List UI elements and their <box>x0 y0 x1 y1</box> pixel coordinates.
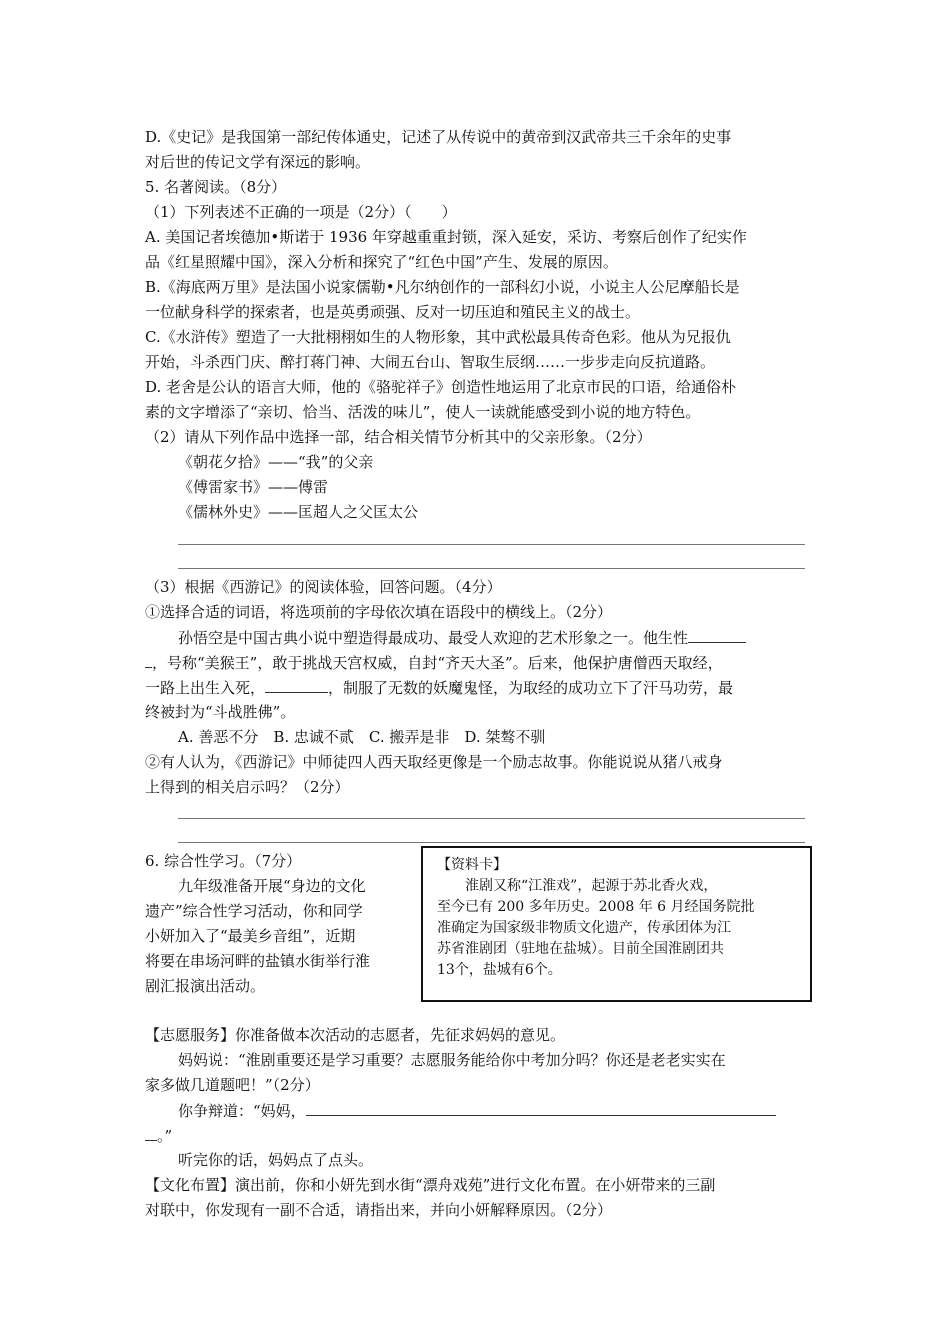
answer-line[interactable] <box>178 568 805 569</box>
fill-blank-2[interactable] <box>265 677 328 693</box>
question-6-intro-line2: 遗产”综合性学习活动，你和同学 <box>145 902 363 920</box>
reply-line2 <box>145 1125 172 1146</box>
fill-blank-1-continued[interactable] <box>145 652 152 668</box>
mother-quote-line1: 妈妈说：“淮剧重要还是学习重要？志愿服务能给你中考加分吗？你还是老老实实在 <box>178 1051 726 1069</box>
info-card-line: 准确定为国家级非物质文化遗产，传承团体为江 <box>437 920 731 936</box>
work-option-2: 《傅雷家书》——傅雷 <box>178 478 329 496</box>
info-card-line: 至今已有 200 多年历史。2008 年 6 月经国务院批 <box>437 899 755 915</box>
question-5-1-option-c-line1: C.《水浒传》塑造了一大批栩栩如生的人物形象，其中武松最具传奇色彩。他从为兄报仇 <box>145 328 731 346</box>
word-options: A. 善恶不分 B. 忠诚不贰 C. 搬弄是非 D. 桀骜不驯 <box>178 728 546 746</box>
question-6-intro-line4: 将要在串场河畔的盐镇水街举行淮 <box>145 952 371 970</box>
culture-section-line2: 对联中，你发现有一副不合适，请指出来，并向小妍解释原因。（2分） <box>145 1201 613 1219</box>
question-6-intro-line1: 九年级准备开展“身边的文化 <box>178 877 366 895</box>
info-card-line: 苏省淮剧团（驻地在盐城）。目前全国淮剧团共 <box>437 941 724 957</box>
passage-text: ，制服了无数的妖魔鬼怪，为取经的成功立下了汗马功劳，最 <box>328 679 734 697</box>
question-5-title: 5. 名著阅读。（8分） <box>145 178 287 196</box>
passage-text: 孙悟空是中国古典小说中塑造得最成功、最受人欢迎的艺术形象之一。他生性 <box>178 629 689 647</box>
question-5-1-option-d-line1: D. 老舍是公认的语言大师，他的《骆驼祥子》创造性地运用了北京市民的口语，给通俗朴 <box>145 378 737 396</box>
passage-line2 <box>145 652 723 673</box>
work-option-3: 《儒林外史》——匡超人之父匡太公 <box>178 503 419 521</box>
info-card-line: 淮剧又称“江淮戏”，起源于苏北香火戏， <box>465 878 718 894</box>
passage-line3 <box>145 677 733 698</box>
answer-line[interactable] <box>178 842 805 843</box>
question-5-1-option-b-line2: 一位献身科学的探索者，也是英勇顽强、反对一切压迫和殖民主义的战士。 <box>145 303 641 321</box>
question-5-1-option-b-line1: B.《海底两万里》是法国小说家儒勒•凡尔纳创作的一部科幻小说，小说主人公尼摩船长是 <box>145 278 740 296</box>
reply-close-quote: 。” <box>157 1127 173 1145</box>
question-5-2-stem: （2）请从下列作品中选择一部，结合相关情节分析其中的父亲形象。（2分） <box>145 428 652 446</box>
question-5-1-stem: （1）下列表述不正确的一项是（2分）（ ） <box>145 203 457 221</box>
passage-text: 一路上出生入死， <box>145 679 266 697</box>
work-option-1: 《朝花夕拾》——“我”的父亲 <box>178 453 374 471</box>
question-6-intro-line3: 小妍加入了“最美乡音组”，近期 <box>145 927 356 945</box>
volunteer-section-intro: 【志愿服务】你准备做本次活动的志愿者，先征求妈妈的意见。 <box>145 1026 566 1044</box>
passage-line4: 终被封为“斗战胜佛”。 <box>145 703 296 721</box>
answer-line[interactable] <box>178 544 805 545</box>
question-5-3-2-line1: ②有人认为，《西游记》中师徒四人西天取经更像是一个励志故事。你能说说从猪八戒身 <box>145 753 723 771</box>
reply-answer-blank-continued[interactable] <box>145 1125 157 1141</box>
option-d-shiji-line1: D.《史记》是我国第一部纪传体通史，记述了从传说中的黄帝到汉武帝共三千余年的史事 <box>145 128 732 146</box>
option-d-shiji-line2: 对后世的传记文学有深远的影响。 <box>145 153 371 171</box>
question-5-3-stem: （3）根据《西游记》的阅读体验，回答问题。（4分） <box>145 578 502 596</box>
question-5-1-option-a-line1: A. 美国记者埃德加•斯诺于 1936 年穿越重重封锁，深入延安，采访、考察后创作了纪实作 <box>145 228 747 246</box>
question-5-1-option-d-line2: 素的文字增添了“亲切、恰当、活泼的味儿”，使人一读就能感受到小说的地方特色。 <box>145 403 701 421</box>
question-5-3-1-stem: ①选择合适的词语，将选项前的字母依次填在语段中的横线上。（2分） <box>145 603 613 621</box>
passage-text: ，号称“美猴王”，敢于挑战天宫权威，自封“齐天大圣”。后来，他保护唐僧西天取经， <box>152 654 723 672</box>
question-5-3-2-line2: 上得到的相关启示吗？（2分） <box>145 778 350 796</box>
question-5-1-option-c-line2: 开始，斗杀西门庆、醉打蒋门神、大闹五台山、智取生辰纲……一步步走向反抗道路。 <box>145 353 716 371</box>
reply-prompt: 你争辩道：“妈妈， <box>178 1102 306 1120</box>
info-card-title: 【资料卡】 <box>437 857 507 873</box>
question-5-1-option-a-line2: 品《红星照耀中国》，深入分析和探究了“红色中国”产生、发展的原因。 <box>145 253 618 271</box>
mother-quote-line2: 家多做几道题吧！”（2分） <box>145 1076 320 1094</box>
question-6-intro-line5: 剧汇报演出活动。 <box>145 977 266 995</box>
info-card-line: 13个，盐城有6个。 <box>437 962 562 978</box>
info-card <box>421 846 812 1002</box>
question-6-title: 6. 综合性学习。（7分） <box>145 852 302 870</box>
passage-line1 <box>178 627 746 648</box>
culture-section-line1: 【文化布置】演出前，你和小妍先到水街“漂舟戏苑”进行文化布置。在小妍带来的三副 <box>145 1176 716 1194</box>
answer-line[interactable] <box>178 818 805 819</box>
reply-answer-blank[interactable] <box>306 1100 776 1116</box>
fill-blank-1[interactable] <box>688 627 746 643</box>
mother-nodded: 听完你的话，妈妈点了点头。 <box>178 1151 374 1169</box>
reply-line1 <box>178 1100 776 1121</box>
